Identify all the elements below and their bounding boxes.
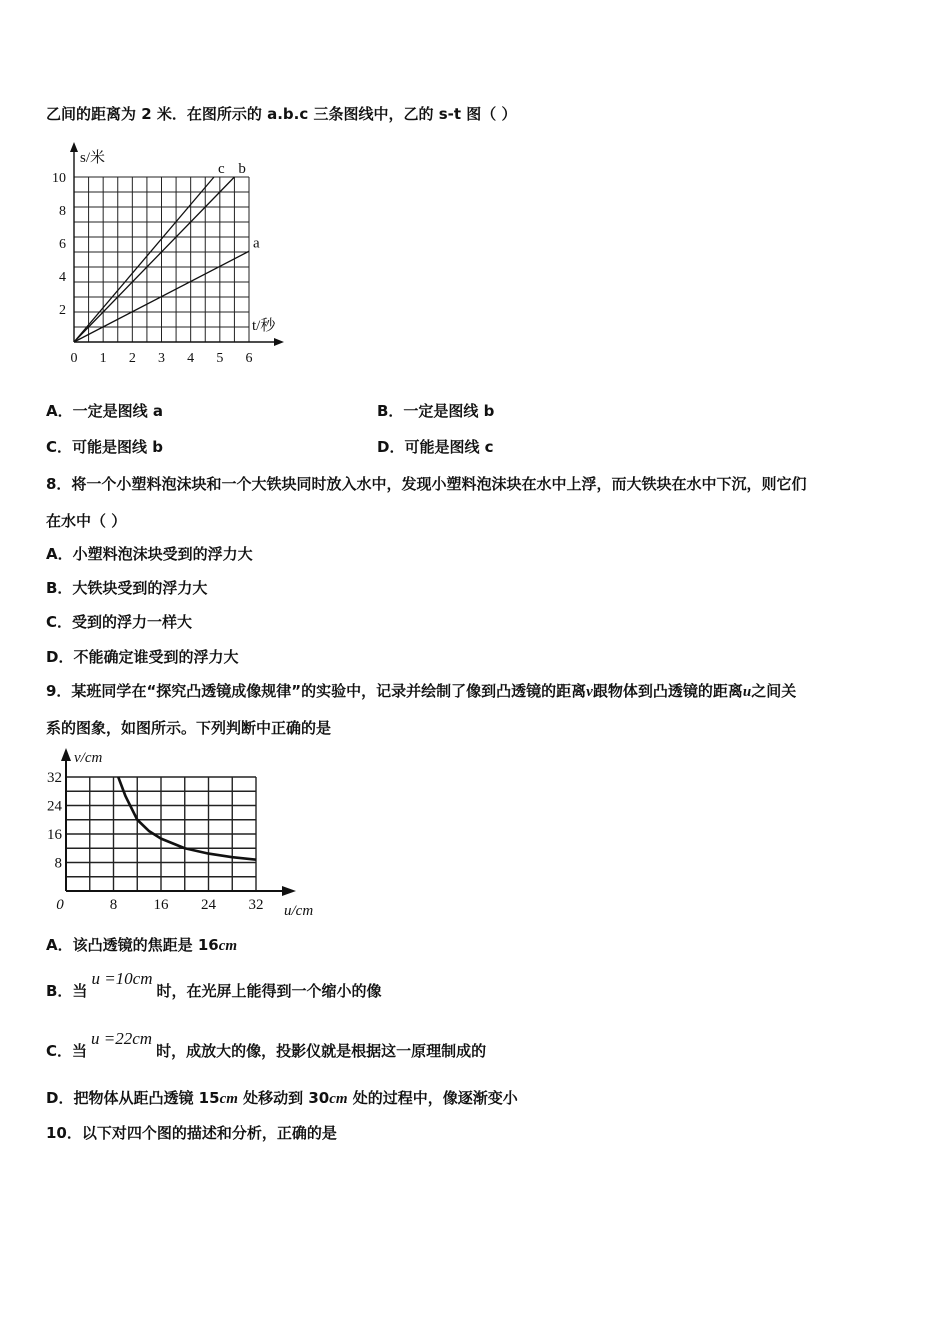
q8-option-b[interactable]: B．大铁块受到的浮力大 bbox=[46, 579, 208, 597]
series-line-c bbox=[74, 177, 214, 342]
q7-option-a[interactable]: A．一定是图线 a bbox=[46, 402, 163, 420]
q9-option-d-unit2: cm bbox=[329, 1091, 348, 1107]
q9-option-a-text: A．该凸透镜的焦距是 16 bbox=[46, 936, 219, 954]
x-tick-label: 4 bbox=[187, 351, 195, 366]
x-tick-label: 8 bbox=[109, 897, 118, 913]
st-chart bbox=[40, 138, 300, 378]
q9-stem-part-c: 之间关 bbox=[751, 682, 797, 700]
q9-option-b-suffix: 时，在光屏上能得到一个缩小的像 bbox=[156, 982, 382, 1000]
vu-chart bbox=[38, 745, 328, 920]
q9-option-b-prefix: B．当 bbox=[46, 982, 88, 1000]
x-tick-label: 6 bbox=[245, 351, 253, 366]
y-tick-label: 2 bbox=[59, 303, 66, 318]
y-axis-label: s/米 bbox=[80, 150, 106, 166]
y-axis-label: v/cm bbox=[74, 750, 103, 766]
x-tick-label: 16 bbox=[153, 897, 169, 913]
x-axis-label: u/cm bbox=[284, 903, 314, 919]
q9-stem-line1 bbox=[46, 680, 796, 701]
q9-stem-part-a: 9．某班同学在“探究凸透镜成像规律”的实验中，记录并绘制了像到凸透镜的距离 bbox=[46, 682, 587, 700]
q8-option-c[interactable]: C．受到的浮力一样大 bbox=[46, 613, 193, 631]
y-tick-label: 16 bbox=[47, 827, 62, 843]
q9-option-b[interactable] bbox=[46, 969, 382, 1001]
x-axis-arrow bbox=[274, 338, 284, 346]
y-axis-arrow bbox=[70, 142, 78, 152]
q9-option-c[interactable] bbox=[46, 1029, 487, 1061]
x-tick-label: 1 bbox=[99, 351, 107, 366]
q9-option-b-math: u =10cm bbox=[91, 969, 153, 988]
q8-option-a[interactable]: A．小塑料泡沫块受到的浮力大 bbox=[46, 545, 253, 563]
series-line-b bbox=[74, 177, 234, 342]
q9-option-d-unit1: cm bbox=[219, 1091, 238, 1107]
origin-label: 0 bbox=[56, 897, 64, 913]
series-label-c: c bbox=[218, 161, 225, 177]
y-tick-label: 24 bbox=[47, 798, 62, 815]
y-axis-arrow bbox=[61, 748, 71, 761]
q9-option-d-b: 处移动到 30 bbox=[237, 1089, 330, 1107]
q9-option-a[interactable] bbox=[46, 934, 237, 955]
x-axis-label: t/秒 bbox=[252, 318, 276, 334]
q9-stem-line2: 系的图象，如图所示。下列判断中正确的是 bbox=[46, 719, 332, 737]
y-tick-label: 8 bbox=[59, 204, 66, 219]
y-tick-label: 10 bbox=[52, 171, 66, 186]
y-tick-label: 4 bbox=[59, 270, 66, 285]
y-tick-label: 6 bbox=[59, 237, 66, 252]
q10-stem: 10．以下对四个图的描述和分析，正确的是 bbox=[46, 1124, 337, 1142]
q9-option-d[interactable] bbox=[46, 1087, 518, 1108]
q8-stem-line1: 8．将一个小塑料泡沫块和一个大铁块同时放入水中，发现小塑料泡沫块在水中上浮，而大铁块在水中下沉，则它们 bbox=[46, 475, 807, 493]
q9-option-c-math: u =22cm bbox=[91, 1029, 153, 1048]
y-tick-label: 32 bbox=[47, 770, 62, 786]
x-tick-label: 0 bbox=[70, 351, 78, 366]
q9-option-d-c: 处的过程中，像逐渐变小 bbox=[347, 1089, 518, 1107]
q9-var-v: v bbox=[586, 684, 593, 700]
x-axis-arrow bbox=[282, 886, 296, 896]
x-tick-label: 5 bbox=[216, 351, 224, 366]
series-label-b: b bbox=[238, 161, 246, 177]
x-tick-label: 24 bbox=[201, 897, 216, 913]
y-tick-label: 8 bbox=[54, 855, 62, 872]
q7-option-c[interactable]: C．可能是图线 b bbox=[46, 438, 163, 456]
series-label-a: a bbox=[253, 235, 260, 252]
q7-option-b[interactable]: B．一定是图线 b bbox=[377, 402, 495, 420]
q9-option-c-suffix: 时，成放大的像，投影仪就是根据这一原理制成的 bbox=[156, 1042, 487, 1060]
q9-stem-part-b: 跟物体到凸透镜的距离 bbox=[592, 682, 743, 700]
q7-stem: 乙间的距离为 2 米．在图所示的 a.b.c 三条图线中，乙的 s-t 图（ ） bbox=[46, 105, 517, 123]
q7-option-d[interactable]: D．可能是图线 c bbox=[377, 438, 494, 456]
x-tick-label: 2 bbox=[128, 351, 136, 366]
x-tick-label: 32 bbox=[248, 897, 264, 913]
q9-option-d-a: D．把物体从距凸透镜 15 bbox=[46, 1089, 220, 1107]
q9-option-c-prefix: C．当 bbox=[46, 1042, 88, 1060]
x-tick-label: 3 bbox=[158, 351, 165, 366]
q8-stem-line2: 在水中（ ） bbox=[46, 512, 127, 530]
series-curve-v-u bbox=[118, 777, 256, 860]
q8-option-d[interactable]: D．不能确定谁受到的浮力大 bbox=[46, 648, 239, 666]
q9-var-u: u bbox=[742, 684, 752, 700]
q9-option-a-unit: cm bbox=[218, 938, 238, 954]
